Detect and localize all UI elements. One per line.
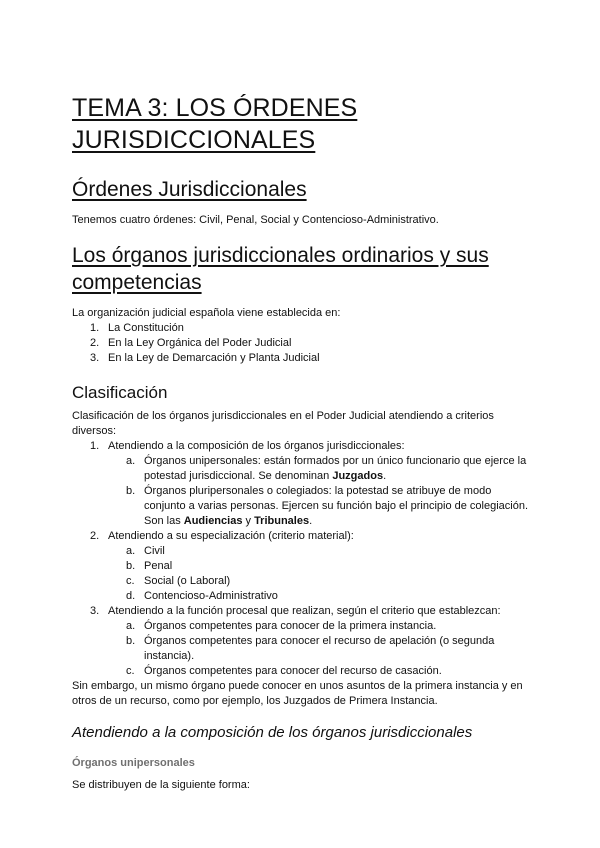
paragraph-se-distribuyen: Se distribuyen de la siguiente forma: bbox=[72, 779, 250, 791]
paragraph-clasificacion-intro: Clasificación de los órganos jurisdiccionales en el Poder Judicial atendiendo a criterios diversos: bbox=[72, 410, 494, 437]
sublist-letter: b. bbox=[126, 635, 136, 647]
sublist-letter: b. bbox=[126, 485, 136, 497]
heading-organos-unipersonales: Órganos unipersonales bbox=[72, 757, 195, 769]
list-item-text: Atendiendo a la composición de los órganos jurisdiccionales: bbox=[108, 440, 405, 452]
sublist-text: Órganos competentes para conocer el recurso de apelación (o segunda instancia). bbox=[144, 635, 495, 662]
list-item bbox=[72, 351, 532, 366]
sublist-text-end: . bbox=[383, 470, 387, 482]
list-number: 1. bbox=[90, 440, 100, 452]
list-item-funcion-procesal bbox=[72, 604, 532, 679]
list-number: 1. bbox=[90, 322, 100, 334]
sublist-text: Órganos competentes para conocer del recurso de casación. bbox=[144, 665, 442, 677]
sublist-text: Órganos competentes para conocer de la primera instancia. bbox=[144, 620, 437, 632]
sublist-text-end: . bbox=[309, 515, 313, 527]
sublist-item bbox=[108, 544, 532, 559]
sublist-item bbox=[108, 559, 532, 574]
sublist-text: Contencioso-Administrativo bbox=[144, 590, 278, 602]
list-item-text: La Constitución bbox=[108, 322, 184, 334]
sublist-funcion-procesal bbox=[108, 619, 532, 679]
list-item bbox=[72, 321, 532, 336]
sublist-letter: a. bbox=[126, 545, 136, 557]
list-number: 2. bbox=[90, 530, 100, 542]
sublist-item-unipersonales bbox=[108, 454, 532, 484]
sublist-item bbox=[108, 619, 532, 634]
paragraph-organizacion-judicial: La organización judicial española viene establecida en: bbox=[72, 307, 341, 319]
heading-clasificacion: Clasificación bbox=[72, 383, 168, 402]
paragraph-sin-embargo: Sin embargo, un mismo órgano puede conocer en unos asuntos de la primera instancia y en otros de un recurso, como por ejemplo, los Juzgados de Primera Instancia. bbox=[72, 680, 523, 707]
sublist-text: Órganos unipersonales: están formados por un único funcionario que ejerce la potestad jurisdiccional. Se denominan bbox=[144, 455, 527, 482]
list-item bbox=[72, 336, 532, 351]
sublist-text-mid: y bbox=[242, 515, 255, 527]
sublist-text: Órganos pluripersonales o colegiados: la potestad se atribuye de modo conjunto a varias personas. Ejercen su función bajo el principio de colegiación. Son las bbox=[144, 485, 529, 527]
list-item-composicion bbox=[72, 439, 532, 529]
sublist-letter: c. bbox=[126, 575, 135, 587]
paragraph-cuatro-ordenes: Tenemos cuatro órdenes: Civil, Penal, Social y Contencioso-Administrativo. bbox=[72, 214, 439, 226]
sublist-item bbox=[108, 664, 532, 679]
sublist-letter: a. bbox=[126, 455, 136, 467]
sublist-letter: b. bbox=[126, 560, 136, 572]
sublist-text: Social (o Laboral) bbox=[144, 575, 231, 587]
document-title: TEMA 3: LOS ÓRDENES JURISDICCIONALES bbox=[72, 94, 358, 154]
list-item-text: En la Ley de Demarcación y Planta Judicial bbox=[108, 352, 320, 364]
bold-juzgados: Juzgados bbox=[332, 470, 384, 482]
sublist-letter: c. bbox=[126, 665, 135, 677]
list-number: 2. bbox=[90, 337, 100, 349]
sublist-composicion bbox=[108, 454, 532, 529]
sublist-item bbox=[108, 634, 532, 664]
sublist-item bbox=[108, 574, 532, 589]
list-item-text: En la Ley Orgánica del Poder Judicial bbox=[108, 337, 292, 349]
list-number: 3. bbox=[90, 352, 100, 364]
heading-ordenes-jurisdiccionales: Órdenes Jurisdiccionales bbox=[72, 178, 307, 201]
list-item-text: Atendiendo a la función procesal que realizan, según el criterio que establezcan: bbox=[108, 605, 501, 617]
list-item-especializacion bbox=[72, 529, 532, 604]
sublist-text: Civil bbox=[144, 545, 165, 557]
document-content bbox=[72, 92, 532, 793]
list-criterios bbox=[72, 439, 532, 679]
heading-organos-ordinarios: Los órganos jurisdiccionales ordinarios y sus competencias bbox=[72, 244, 489, 294]
sublist-letter: a. bbox=[126, 620, 136, 632]
bold-tribunales: Tribunales bbox=[254, 515, 310, 527]
heading-atendiendo-composicion: Atendiendo a la composición de los órganos jurisdiccionales bbox=[72, 724, 473, 741]
bold-audiencias: Audiencias bbox=[183, 515, 243, 527]
sublist-item bbox=[108, 589, 532, 604]
list-number: 3. bbox=[90, 605, 100, 617]
sublist-item-colegiados bbox=[108, 484, 532, 529]
sublist-especializacion bbox=[108, 544, 532, 604]
sublist-letter: d. bbox=[126, 590, 136, 602]
list-fuentes bbox=[72, 321, 532, 366]
list-item-text: Atendiendo a su especialización (criterio material): bbox=[108, 530, 354, 542]
sublist-text: Penal bbox=[144, 560, 173, 572]
